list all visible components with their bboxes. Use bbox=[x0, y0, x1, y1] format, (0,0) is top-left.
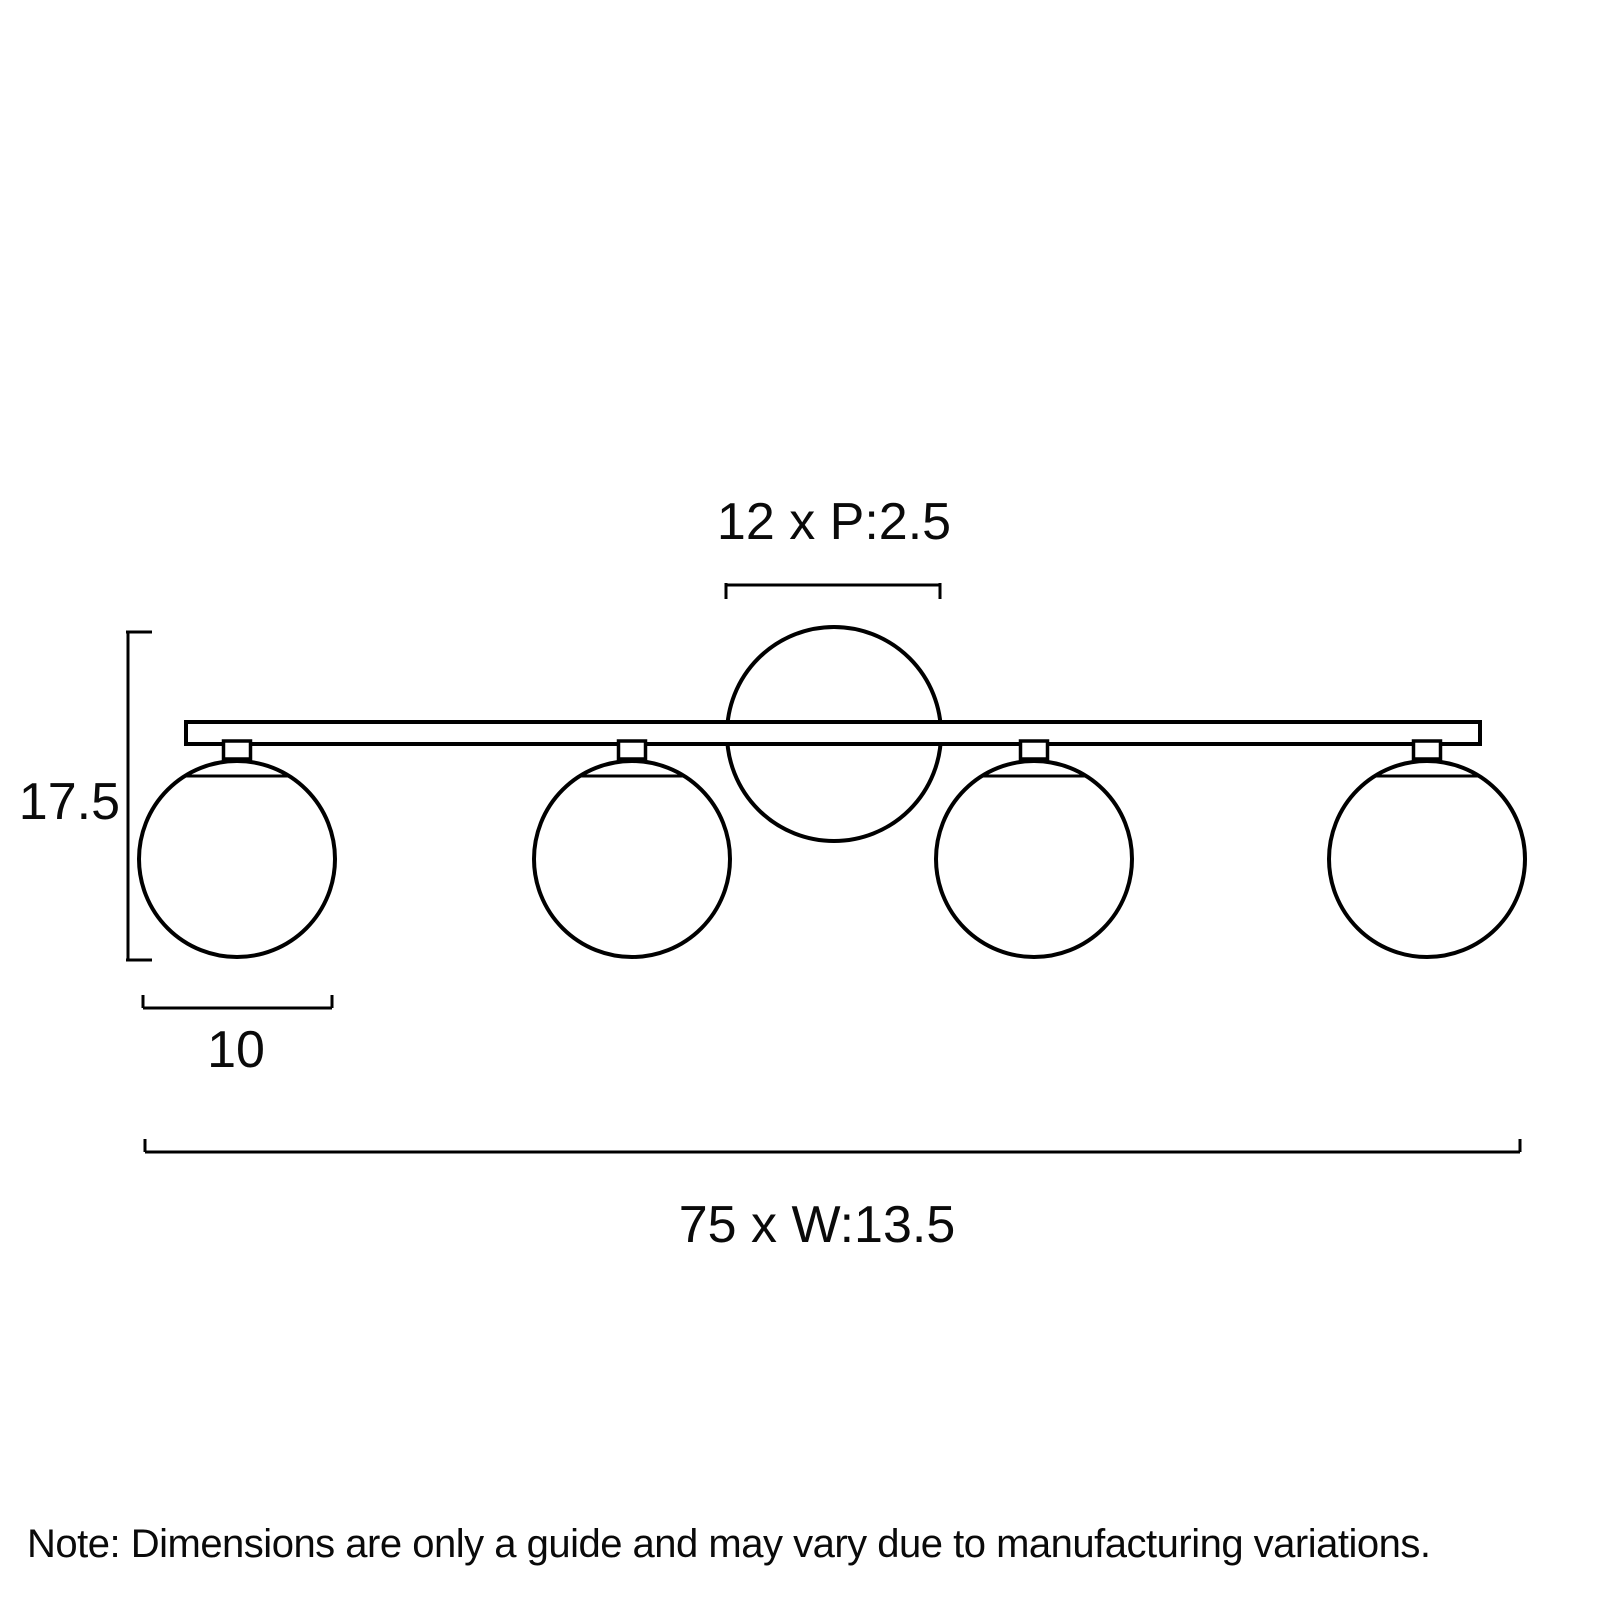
width-dimension-label: 75 x W:13.5 bbox=[678, 1196, 956, 1254]
globe-2 bbox=[534, 761, 730, 957]
height-dimension-line bbox=[126, 632, 152, 960]
globe-dimension-line bbox=[143, 995, 332, 1008]
stem-3 bbox=[1021, 741, 1048, 759]
stem-2 bbox=[619, 741, 646, 759]
globe-4 bbox=[1329, 761, 1525, 957]
height-dimension-label: 17.5 bbox=[18, 773, 120, 831]
globe-dimension-label: 10 bbox=[207, 1021, 265, 1079]
dimensions-note: Note: Dimensions are only a guide and may vary due to manufacturing variations. bbox=[27, 1522, 1431, 1566]
stem-1 bbox=[224, 741, 251, 759]
stem-4 bbox=[1414, 741, 1441, 759]
canopy-dimension-label: 12 x P:2.5 bbox=[716, 493, 952, 551]
width-dimension-line bbox=[145, 1139, 1520, 1152]
globe-1 bbox=[139, 761, 335, 957]
globe-3 bbox=[936, 761, 1132, 957]
fixture-bar bbox=[186, 722, 1480, 744]
canopy-dimension-line bbox=[726, 583, 940, 599]
